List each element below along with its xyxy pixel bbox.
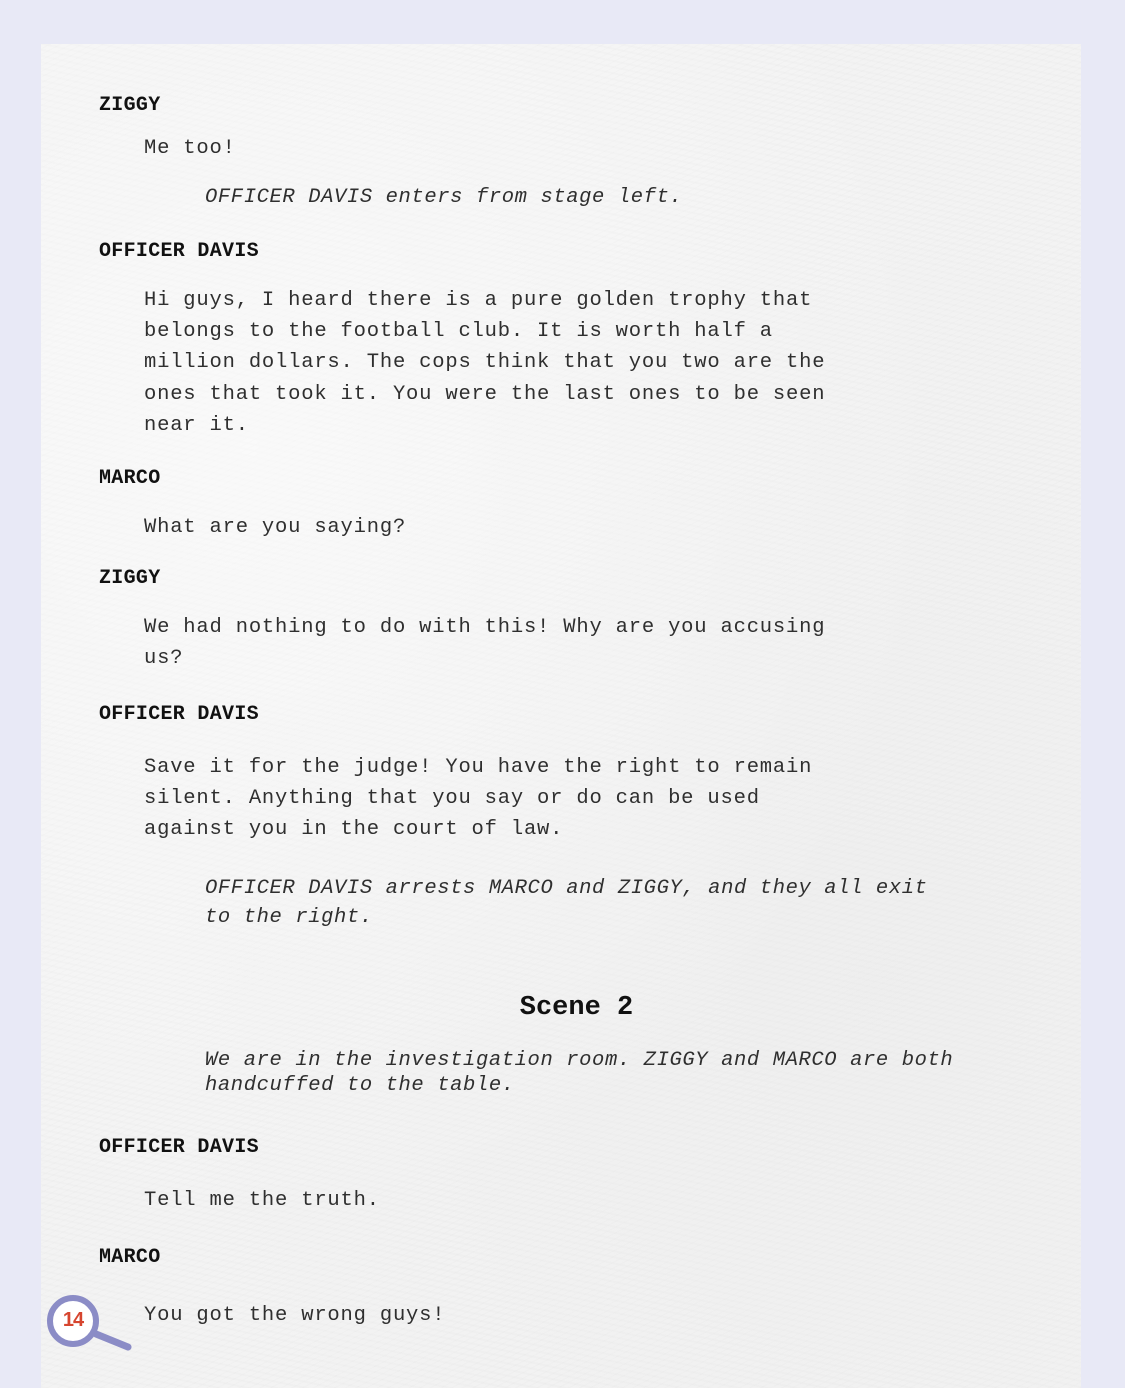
dialogue [144,1185,380,1216]
character-name: ZIGGY [99,567,161,590]
dialogue [144,285,825,441]
text-line: silent. Anything that you say or do can be used [144,787,760,811]
text-line: Tell me the truth. [144,1189,380,1212]
text-line: million dollars. The cops think that you two are the [144,351,826,375]
character-name: MARCO [99,467,161,490]
text-line: belongs to the football club. It is worth half a [144,320,773,344]
text-line: What are you saying? [144,516,407,539]
character-name: OFFICER DAVIS [99,1136,259,1159]
text-line: ones that took it. You were the last ones to be seen [144,382,826,406]
stage-direction [205,186,682,209]
text-line: We are in the investigation room. ZIGGY and MARCO are both [205,1049,954,1072]
character-name: ZIGGY [99,94,161,117]
character-name: OFFICER DAVIS [99,240,259,263]
text-line: Hi guys, I heard there is a pure golden trophy that [144,289,813,312]
dialogue [144,752,812,846]
text-line: against you in the court of law. [144,818,564,842]
text-line: us? [144,647,184,671]
dialogue [144,512,406,543]
text-line: handcuffed to the table. [205,1074,515,1097]
stage-direction [205,874,928,932]
text-line: OFFICER DAVIS enters from stage left. [205,186,683,209]
text-line: Save it for the judge! You have the right to remain [144,756,813,779]
dialogue [144,133,236,164]
text-line: to the right. [205,906,373,929]
text-line: Me too! [144,137,236,160]
stage-direction [205,1048,953,1098]
character-name: MARCO [99,1246,161,1269]
dialogue [144,612,825,674]
text-line: near it. [144,413,249,437]
text-line: OFFICER DAVIS arrests MARCO and ZIGGY, and they all exit [205,877,928,900]
character-name: OFFICER DAVIS [99,703,259,726]
text-line: We had nothing to do with this! Why are you accusing [144,616,826,639]
dialogue [144,1300,445,1331]
text-line: You got the wrong guys! [144,1304,446,1327]
scene-heading: Scene 2 [519,993,634,1023]
page-number: 14 [62,1309,84,1331]
